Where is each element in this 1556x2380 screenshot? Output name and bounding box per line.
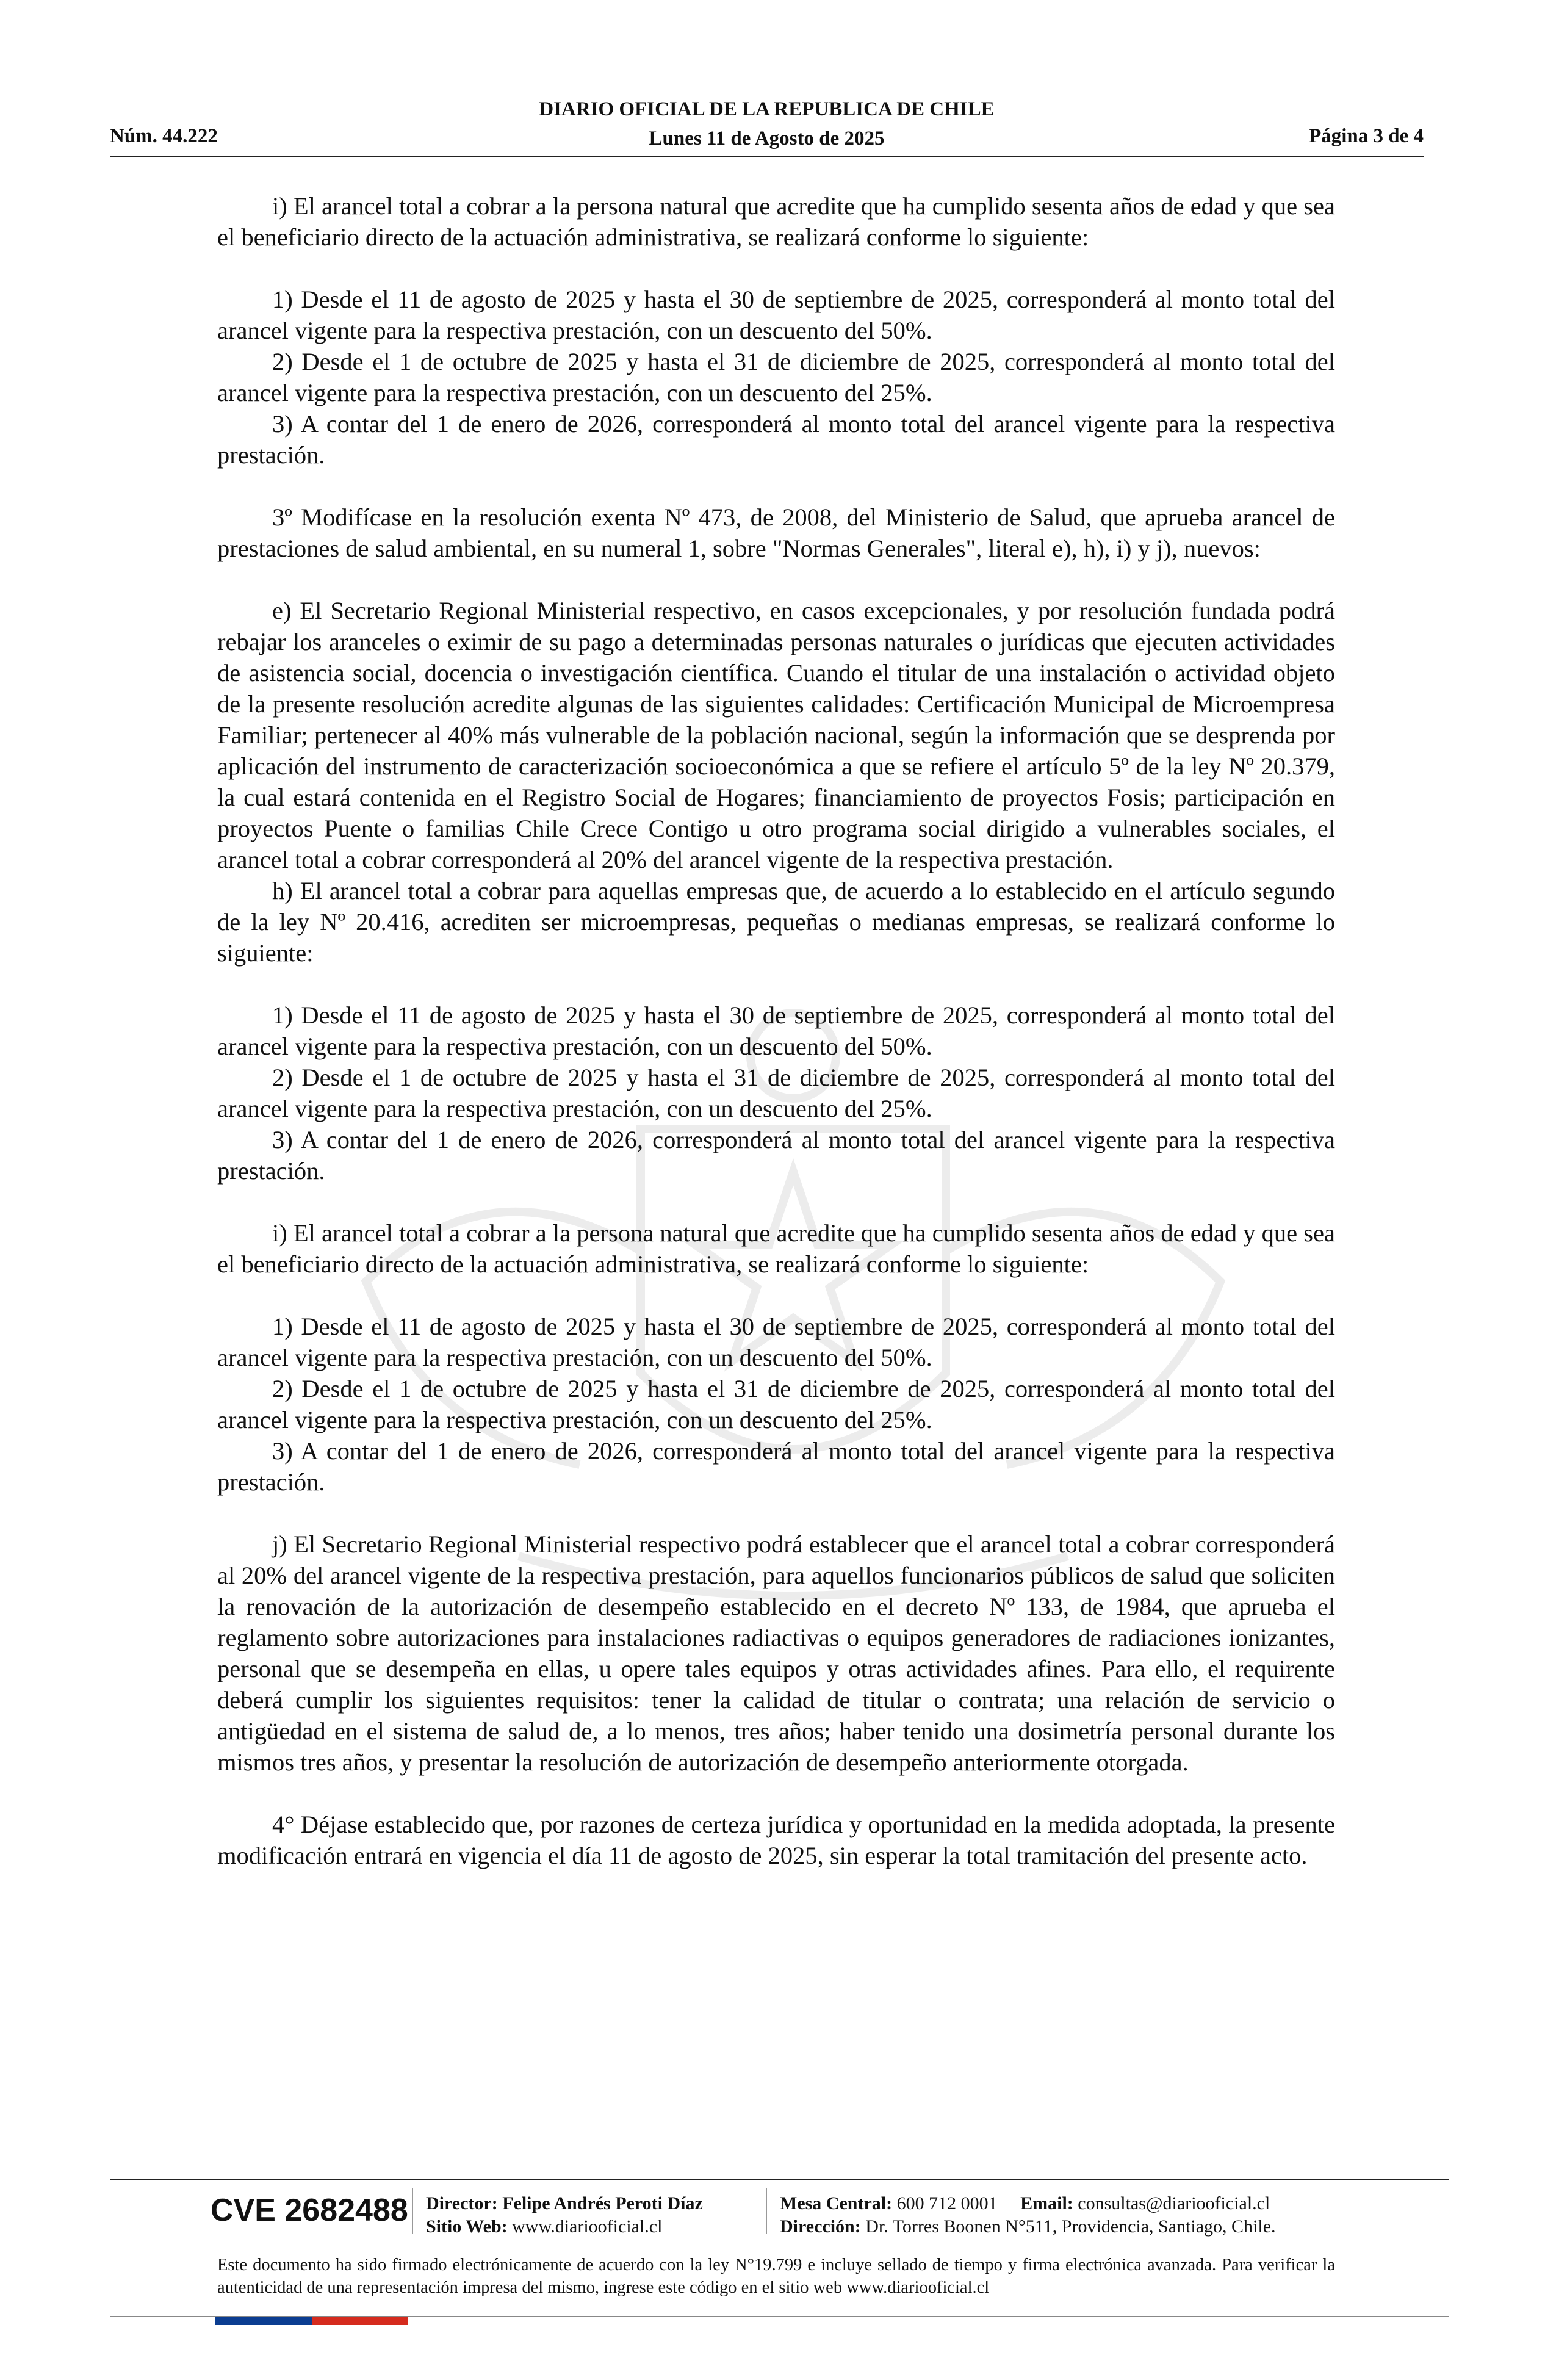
- paragraph: 1) Desde el 11 de agosto de 2025 y hasta el 30 de septiembre de 2025, corresponderá al monto total del arancel vigente para la respectiva prestación, con un descuento del 50%.: [217, 1313, 1335, 1371]
- email-label: Email:: [1020, 2193, 1073, 2213]
- paragraph: 1) Desde el 11 de agosto de 2025 y hasta el 30 de septiembre de 2025, corresponderá al monto total del arancel vigente para la respectiva prestación, con un descuento del 50%.: [217, 1001, 1335, 1060]
- director-name: Felipe Andrés Peroti Díaz: [502, 2193, 703, 2213]
- header-center: [110, 95, 1424, 153]
- newspaper-title: DIARIO OFICIAL DE LA REPUBLICA DE CHILE: [539, 98, 995, 120]
- email-link[interactable]: consultas@diariooficial.cl: [1078, 2193, 1270, 2213]
- paragraph: h) El arancel total a cobrar para aquellas empresas que, de acuerdo a lo establecido en el artículo segundo de la ley Nº 20.416, acrediten ser microempresas, pequeñas o medianas empresas, se realizará conforme lo siguiente:: [217, 877, 1335, 967]
- paragraph: j) El Secretario Regional Ministerial respectivo podrá establecer que el arancel total a cobrar corresponderá al 20% del arancel vigente de la respectiva prestación, para aquellos funcionarios públicos de salud que soliciten la renovación de la autorización de desempeño establecido en el decreto Nº 133, de 1984, que aprueba el reglamento sobre autorizaciones para instalaciones radiactivas o equipos generadores de radiaciones ionizantes, personal que se desempeña en ellas, u opere tales equipos y otras actividades afines. Para ello, el requirente deberá cumplir los siguientes requisitos: tener la calidad de titular o contrata; una relación de servicio o antigüedad en el sistema de salud de, a lo menos, tres años; haber tenido una dosimetría personal durante los mismos tres años, y presentar la resolución de autorización de desempeño anteriormente otorgada.: [217, 1531, 1335, 1776]
- page-number: Página 3 de 4: [1309, 125, 1424, 147]
- address-line: [780, 2215, 1276, 2238]
- footer-divider: [110, 2179, 1449, 2180]
- footer-separator: [766, 2188, 767, 2234]
- paragraph: 2) Desde el 1 de octubre de 2025 y hasta el 31 de diciembre de 2025, corresponderá al monto total del arancel vigente para la respectiva prestación, con un descuento del 25%.: [217, 1375, 1335, 1433]
- footer-separator: [412, 2188, 413, 2234]
- website-label: Sitio Web:: [426, 2216, 508, 2237]
- director-line: [426, 2192, 703, 2215]
- paragraph: 3) A contar del 1 de enero de 2026, corresponderá al monto total del arancel vigente para la respectiva prestación.: [217, 1437, 1335, 1496]
- paragraph: i) El arancel total a cobrar a la persona natural que acredite que ha cumplido sesenta años de edad y que sea el beneficiario directo de la actuación administrativa, se realizará conforme lo siguiente:: [217, 192, 1335, 251]
- paragraph: 2) Desde el 1 de octubre de 2025 y hasta el 31 de diciembre de 2025, corresponderá al monto total del arancel vigente para la respectiva prestación, con un descuento del 25%.: [217, 1064, 1335, 1122]
- document-body: [217, 190, 1335, 1871]
- flag-stripe-red: [312, 2317, 408, 2325]
- address-value: Dr. Torres Boonen N°511, Providencia, Santiago, Chile.: [865, 2216, 1276, 2237]
- mesa-label: Mesa Central:: [780, 2193, 893, 2213]
- paragraph: 2) Desde el 1 de octubre de 2025 y hasta el 31 de diciembre de 2025, corresponderá al monto total del arancel vigente para la respectiva prestación, con un descuento del 25%.: [217, 348, 1335, 406]
- mesa-phone: 600 712 0001: [896, 2193, 998, 2213]
- paragraph: 4° Déjase establecido que, por razones de certeza jurídica y oportunidad en la medida adoptada, la presente modificación entrará en vigencia el día 11 de agosto de 2025, sin esperar la total tramitación del presente acto.: [217, 1811, 1335, 1869]
- page-header: [110, 92, 1424, 157]
- footer-contact-block: [780, 2192, 1276, 2238]
- paragraph: 3) A contar del 1 de enero de 2026, corresponderá al monto total del arancel vigente para la respectiva prestación.: [217, 410, 1335, 469]
- issue-date: Lunes 11 de Agosto de 2025: [649, 128, 885, 150]
- issue-number: Núm. 44.222: [110, 125, 218, 147]
- paragraph: 3) A contar del 1 de enero de 2026, corresponderá al monto total del arancel vigente para la respectiva prestación.: [217, 1126, 1335, 1185]
- footer-director-block: [426, 2192, 703, 2238]
- legal-notice: Este documento ha sido firmado electrónicamente de acuerdo con la ley N°19.799 e incluye sellado de tiempo y firma electrónica avanzada. Para verificar la autenticidad de una representación impresa del mismo, ingrese este código en el sitio web www.diariooficial.cl: [217, 2256, 1335, 2297]
- website-link[interactable]: www.diariooficial.cl: [512, 2216, 663, 2237]
- cve-code: CVE 2682488: [211, 2193, 408, 2228]
- director-label: Director:: [426, 2193, 498, 2213]
- paragraph: 3º Modifícase en la resolución exenta Nº 473, de 2008, del Ministerio de Salud, que aprueba arancel de prestaciones de salud ambiental, en su numeral 1, sobre "Normas Generales", literal e), h), i) y j), nuevos:: [217, 503, 1335, 562]
- address-label: Dirección:: [780, 2216, 861, 2237]
- paragraph: e) El Secretario Regional Ministerial respectivo, en casos excepcionales, y por resolución fundada podrá rebajar los aranceles o eximir de su pago a determinadas personas naturales o jurídicas que ejecuten actividades de asistencia social, docencia o investigación científica. Cuando el titular de una instalación o actividad objeto de la presente resolución acredite algunas de las siguientes calidades: Certificación Municipal de Microempresa Familiar; pertenecer al 40% más vulnerable de la población nacional, según la información que se desprenda por aplicación del instrumento de caracterización socioeconómica a que se refiere el artículo 5º de la ley Nº 20.379, la cual estará contenida en el Registro Social de Hogares; financiamiento de proyectos Fosis; participación en proyectos Puente o familias Chile Crece Contigo u otro programa social dirigido a vulnerables sociales, el arancel total a cobrar corresponderá al 20% del arancel vigente de la respectiva prestación.: [217, 597, 1335, 873]
- website-line: [426, 2215, 703, 2238]
- paragraph: i) El arancel total a cobrar a la persona natural que acredite que ha cumplido sesenta años de edad y que sea el beneficiario directo de la actuación administrativa, se realizará conforme lo siguiente:: [217, 1219, 1335, 1278]
- flag-stripe-blue: [215, 2317, 312, 2325]
- paragraph: 1) Desde el 11 de agosto de 2025 y hasta el 30 de septiembre de 2025, corresponderá al monto total del arancel vigente para la respectiva prestación, con un descuento del 50%.: [217, 286, 1335, 344]
- contact-line: [780, 2192, 1276, 2215]
